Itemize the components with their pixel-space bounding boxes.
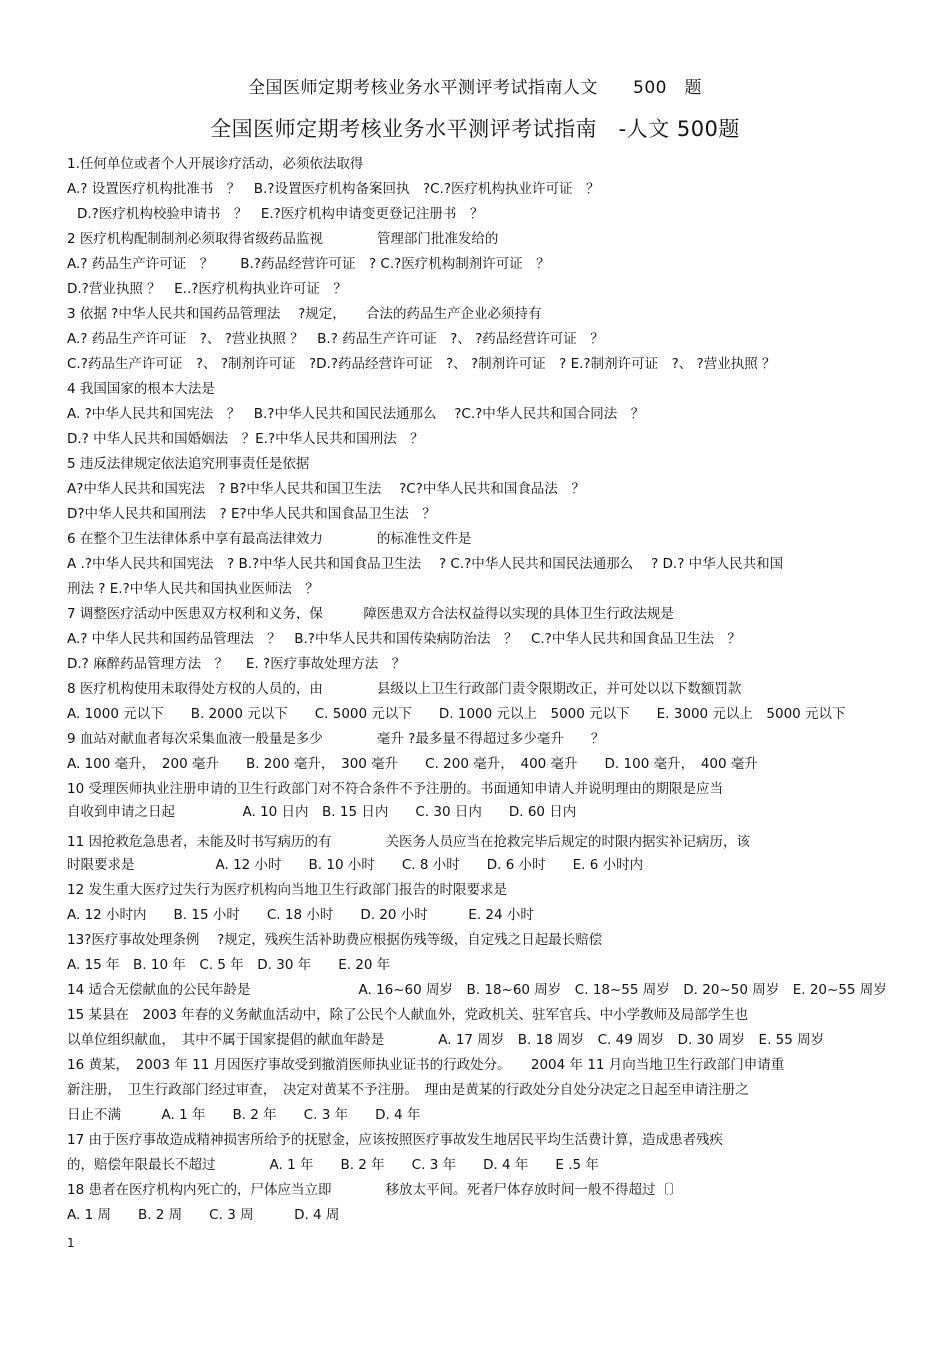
- answer-options-line: A. 100 毫升， 200 毫升 B. 200 毫升， 300 毫升 C. 200 毫升， 400 毫升 D. 100 毫升， 400 毫升: [67, 756, 758, 772]
- answer-options-line: A?中华人民共和国宪法 ? B?中华人民共和国卫生法 ?C?中华人民共和国食品法 ？: [67, 481, 585, 497]
- question-line: 10 受理医师执业注册申请的卫生行政部门对不符合条件不予注册的。书面通知申请人并说明理由的期限是应当: [67, 781, 723, 797]
- question-line: 5 违反法律规定依法追究刑事责任是依据: [67, 456, 310, 472]
- document-title: 全国医师定期考核业务水平测评考试指南 -人文 500题: [210, 117, 740, 141]
- question-line: 18 患者在医疗机构内死亡的，尸体应当立即 移放太平间。死者尸体存放时间一般不得超过〔〕: [67, 1182, 683, 1198]
- question-line: 的，赔偿年限最长不超过 A. 1 年 B. 2 年 C. 3 年 D. 4 年 E .5 年: [67, 1157, 599, 1173]
- answer-options-line: 刑法 ? E.?中华人民共和国执业医师法 ？: [67, 581, 319, 597]
- answer-options-line: A .?中华人民共和国宪法 ? B.?中华人民共和国食品卫生法 ? C.?中华人民共和国民法通那么 ? D.? 中华人民共和国: [67, 556, 784, 572]
- answer-options-line: A. 1000 元以下 B. 2000 元以下 C. 5000 元以下 D. 1000 元以上 5000 元以下 E. 3000 元以上 5000 元以下: [67, 706, 846, 722]
- answer-options-line: D.? 中华人民共和国婚姻法 ？E.?中华人民共和国刑法 ？: [67, 431, 424, 447]
- answer-options-line: A.? 药品生产许可证 ?、 ?营业执照 ？ B.? 药品生产许可证 ?、 ?药品经营许可证 ？: [67, 331, 604, 347]
- answer-options-line: D.? 麻醉药品管理方法 ？ E. ?医疗事故处理方法 ？: [67, 656, 406, 672]
- question-line: 新注册， 卫生行政部门经过审查， 决定对黄某不予注册。 理由是黄某的行政处分自处分决定之日起至申请注册之: [67, 1082, 749, 1098]
- answer-options-line: A.? 设置医疗机构批准书 ？ B.?设置医疗机构备案回执 ?C.?医疗机构执业许可证 ？: [67, 181, 600, 197]
- question-line: 时限要求是 A. 12 小时 B. 10 小时 C. 8 小时 D. 6 小时 E. 6 小时内: [67, 857, 644, 873]
- question-line: 自收到申请之日起 A. 10 日内 B. 15 日内 C. 30 日内 D. 60 日内: [67, 804, 577, 820]
- question-line: 12 发生重大医疗过失行为医疗机构向当地卫生行政部门报告的时限要求是: [67, 882, 507, 898]
- question-line: 17 由于医疗事故造成精神损害所给予的抚慰金，应该按照医疗事故发生地居民平均生活费计算，造成患者残疾: [67, 1132, 723, 1148]
- question-line: 7 调整医疗活动中医患双方权利和义务，保 障医患双方合法权益得以实现的具体卫生行政法规是: [67, 606, 674, 622]
- answer-options-line: A. 1 周 B. 2 周 C. 3 周 D. 4 周: [67, 1207, 340, 1223]
- question-line: 9 血站对献血者每次采集血液一般量是多少 毫升 ?最多量不得超过多少毫升 ？: [67, 731, 605, 747]
- answer-options-line: D.?医疗机构校验申请书 ？ E.?医疗机构申请变更登记注册书 ？: [77, 206, 484, 222]
- answer-options-line: A. ?中华人民共和国宪法 ？ B.?中华人民共和国民法通那么 ?C.?中华人民共和国合同法 ？: [67, 406, 645, 422]
- question-line: 6 在整个卫生法律体系中享有最高法律效力 的标准性文件是: [67, 531, 472, 547]
- question-line: 1.任何单位或者个人开展诊疗活动，必须依法取得: [67, 156, 364, 172]
- answer-options-line: A. 12 小时内 B. 15 小时 C. 18 小时 D. 20 小时 E. 24 小时: [67, 907, 534, 923]
- question-list: [67, 152, 897, 1228]
- question-line: 16 黄某， 2003 年 11 月因医疗事故受到撤消医师执业证书的行政处分。 2004 年 11 月向当地卫生行政部门申请重: [67, 1057, 785, 1073]
- running-header: 全国医师定期考核业务水平测评考试指南人文 500 题: [248, 78, 702, 98]
- page-number: 1: [67, 1236, 75, 1250]
- question-line: 13?医疗事故处理条例 ?规定，残疾生活补助费应根据伤残等级，自定残之日起最长赔偿: [67, 932, 603, 948]
- answer-options-line: D?中华人民共和国刑法 ? E?中华人民共和国食品卫生法 ？: [67, 506, 436, 522]
- question-line: 2 医疗机构配制制剂必须取得省级药品监视 管理部门批准发给的: [67, 231, 499, 247]
- answer-options-line: A.? 中华人民共和国药品管理法 ？ B.?中华人民共和国传染病防治法 ？ C.?中华人民共和国食品卫生法 ？: [67, 631, 741, 647]
- question-line: 8 医疗机构使用未取得处方权的人员的，由 县级以上卫生行政部门责令限期改正，并可处以以下数额罚款: [67, 681, 742, 697]
- answer-options-line: C.?药品生产许可证 ?、 ?制剂许可证 ?D.?药品经营许可证 ?、 ?制剂许可证 ? E.?制剂许可证 ?、 ?营业执照 ？: [67, 356, 776, 372]
- question-line: 15 某县在 2003 年春的义务献血活动中，除了公民个人献血外，党政机关、驻军官兵、中小学教师及局部学生也: [67, 1007, 749, 1023]
- question-line: 14 适合无偿献血的公民年龄是 A. 16~60 周岁 B. 18~60 周岁 C. 18~55 周岁 D. 20~50 周岁 E. 20~55 周岁: [67, 982, 887, 998]
- question-line: 日止不满 A. 1 年 B. 2 年 C. 3 年 D. 4 年: [67, 1107, 421, 1123]
- question-line: 3 依据 ?中华人民共和国药品管理法 ?规定， 合法的药品生产企业必须持有: [67, 306, 542, 322]
- question-line: 4 我国国家的根本大法是: [67, 381, 215, 397]
- question-line: 11 因抢救危急患者，未能及时书写病历的有 关医务人员应当在抢救完毕后规定的时限内据实补记病历，该: [67, 834, 750, 850]
- answer-options-line: A. 15 年 B. 10 年 C. 5 年 D. 30 年 E. 20 年: [67, 957, 391, 973]
- answer-options-line: D.?营业执照 ？ E..?医疗机构执业许可证 ？: [67, 281, 347, 297]
- answer-options-line: A.? 药品生产许可证 ？ B.?药品经营许可证 ? C.?医疗机构制剂许可证 ？: [67, 256, 550, 272]
- question-line: 以单位组织献血， 其中不属于国家提倡的献血年龄是 A. 17 周岁 B. 18 周岁 C. 49 周岁 D. 30 周岁 E. 55 周岁: [67, 1032, 825, 1048]
